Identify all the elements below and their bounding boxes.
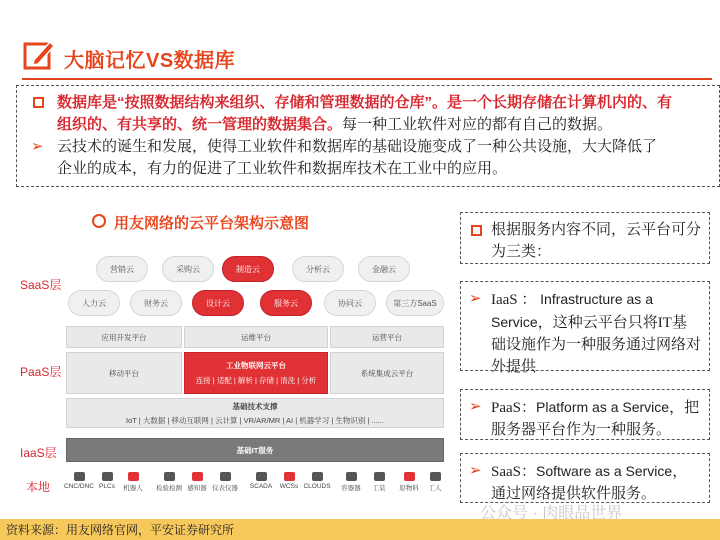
arrow-bullet-icon: ➢ (469, 463, 482, 479)
cloud-collaboration: 协同云 (324, 290, 376, 316)
layer-label-saas: SaaS层 (20, 278, 62, 292)
pencil-square-icon (22, 38, 56, 72)
intro-box (16, 85, 720, 187)
layer-label-paas: PaaS层 (20, 365, 62, 379)
cloud-finance: 金融云 (358, 256, 410, 282)
iiot-items: 连接 | 适配 | 解析 | 存储 | 清洗 | 分析 (195, 376, 317, 385)
local-scada: SCADA (246, 472, 276, 490)
robot-icon (128, 472, 139, 481)
watermark: 公众号 · 肉眼品世界 (480, 505, 623, 522)
local-plcs: PLCs (92, 472, 122, 490)
cloud-purchasing: 采购云 (162, 256, 214, 282)
saas-english: Software as a Service (536, 463, 673, 479)
arrow-bullet-icon: ➢ (469, 399, 482, 415)
layer-label-iaas: IaaS层 (20, 446, 57, 460)
intro-text-2b: 企业的成本，有力的促进了工业软件和数据库技术在工业中的应用。 (57, 161, 508, 177)
square-bullet-icon (471, 225, 482, 236)
tech-title: 基础技术支撑 (232, 401, 278, 411)
intro-text-2: 云技术的诞生和发展，使得工业软件和数据库的基础设施变成了一种公共设施，大大降低了 (57, 139, 658, 155)
cloud-accounting: 财务云 (130, 290, 182, 316)
intro-highlight-2: 组织的、有共享的、统一管理的数据集合。 (57, 116, 343, 133)
local-material: 原物料 (394, 472, 424, 492)
saas-prefix: SaaS： (491, 464, 537, 480)
cloud-analysis: 分析云 (292, 256, 344, 282)
title-divider (22, 78, 712, 80)
material-icon (404, 472, 415, 481)
tech-support (66, 398, 444, 428)
platform-integration: 系统集成云平台 (330, 352, 444, 394)
intro-normal: 每一种工业软件对应的都有自己的数据。 (342, 117, 613, 133)
square-bullet-icon (33, 97, 44, 108)
local-inspection: 检验检测 (154, 472, 184, 492)
info-box-iaas (460, 281, 710, 375)
info-box-saas (460, 453, 710, 503)
intro-point-1-cont (27, 114, 711, 136)
paas-prefix: PaaS： (491, 400, 537, 416)
platform-iiot (184, 352, 328, 394)
device-icon (346, 472, 357, 481)
iaas-prefix: IaaS ： (491, 292, 537, 308)
local-tooling: 工装 (364, 472, 394, 492)
circle-dot-icon (92, 214, 106, 228)
local-robot: 机器人 (118, 472, 148, 492)
device-icon (284, 472, 295, 481)
local-cnc: CNC/DNC (64, 472, 94, 490)
info-intro-text: 根据服务内容不同，云平台可分为三类： (491, 222, 702, 260)
platform-operation: 运营平台 (330, 326, 444, 348)
local-worker: 工人 (420, 472, 450, 492)
device-icon (102, 472, 113, 481)
device-icon (164, 472, 175, 481)
cloud-hr: 人力云 (68, 290, 120, 316)
info-box-intro (460, 212, 710, 264)
worker-icon (430, 472, 441, 481)
iaas-desc: ，这种云平台只将IT基础设施作为一种服务通过网络对外提供 (491, 315, 702, 375)
platform-ops: 运维平台 (184, 326, 328, 348)
cloud-icon (312, 472, 323, 481)
iaas-basic-it: 基础IT服务 (66, 438, 444, 462)
paas-english: Platform as a Service (536, 399, 670, 415)
iaas-english: Infrastructure as a Service (491, 291, 653, 330)
local-instrument: 仪表仪器 (210, 472, 240, 492)
info-box-paas (460, 389, 710, 440)
intro-point-1 (27, 92, 711, 114)
saas-desc: ，通过网络提供软件服务。 (491, 464, 688, 502)
tech-items: IoT | 大数据 | 移动互联网 | 云计算 | VR/AR/MR | AI | 机器学习 | 生物识别 | ...... (126, 415, 384, 425)
platform-mobile: 移动平台 (66, 352, 182, 394)
local-clouds: CLOUDS (302, 472, 332, 490)
cloud-marketing: 营销云 (96, 256, 148, 282)
cloud-third-party-saas: 第三方SaaS (386, 290, 444, 316)
page-title: 大脑记忆VS数据库 (64, 50, 236, 72)
device-icon (374, 472, 385, 481)
device-icon (220, 472, 231, 481)
diagram-title: 用友网络的云平台架构示意图 (114, 215, 310, 232)
iiot-title: 工业物联网云平台 (226, 361, 286, 370)
cloud-architecture-diagram (14, 210, 454, 510)
sensor-icon (192, 472, 203, 481)
local-wcss: WCSs (274, 472, 304, 490)
paas-desc: ，把服务器平台作为一种服务。 (491, 400, 700, 438)
cloud-design: 设计云 (192, 290, 244, 316)
source-note: 资料来源：用友网络官网，平安证券研究所 (6, 523, 235, 537)
device-icon (74, 472, 85, 481)
cloud-service: 服务云 (260, 290, 312, 316)
intro-highlight: 数据库是“按照数据结构来组织、存储和管理数据的仓库”。是一个长期存储在计算机内的、有 (57, 94, 673, 111)
intro-point-2-cont (27, 158, 711, 180)
cloud-manufacturing: 制造云 (222, 256, 274, 282)
intro-point-2 (27, 136, 711, 158)
layer-label-local: 本地 (26, 480, 51, 494)
platform-app-dev: 应用开发平台 (66, 326, 182, 348)
local-container: 容器器 (336, 472, 366, 492)
device-icon (256, 472, 267, 481)
local-sensor: 感知器 (182, 472, 212, 492)
arrow-bullet-icon: ➢ (31, 139, 44, 155)
arrow-bullet-icon: ➢ (469, 291, 482, 307)
